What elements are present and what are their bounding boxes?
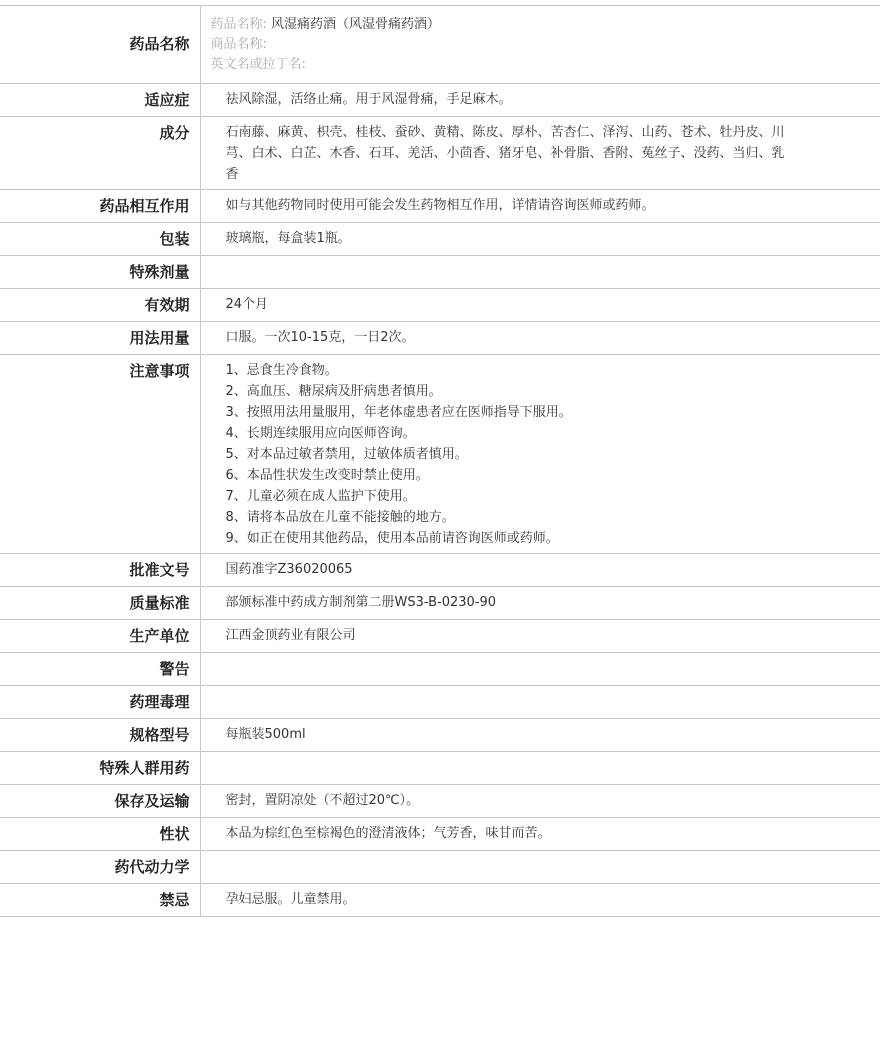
drug-spec-table: [0, 5, 880, 917]
row-pharmacology: [0, 686, 880, 719]
generic-name-key: 药品名称:: [210, 17, 267, 32]
generic-name-value: 风湿痛药酒（风湿骨痛药酒）: [271, 17, 441, 32]
row-precautions: [0, 355, 880, 554]
specification-label: 规格型号: [0, 719, 200, 752]
row-interactions: [0, 190, 880, 223]
row-packaging: [0, 223, 880, 256]
warning-label: 警告: [0, 653, 200, 686]
packaging-value: 玻璃瓶，每盒装1瓶。: [200, 223, 880, 256]
indications-label: 适应症: [0, 84, 200, 117]
row-pharmacokinetics: [0, 851, 880, 884]
appearance-label: 性状: [0, 818, 200, 851]
row-indications: [0, 84, 880, 117]
generic-name-line: [211, 15, 791, 35]
warning-value: [200, 653, 880, 686]
pharmacokinetics-label: 药代动力学: [0, 851, 200, 884]
dosage-label: 用法用量: [0, 322, 200, 355]
row-ingredients: [0, 117, 880, 190]
drug-name-values: [200, 6, 880, 84]
row-special-dosage: [0, 256, 880, 289]
precautions-label: 注意事项: [0, 355, 200, 554]
row-quality-standard: [0, 587, 880, 620]
precaution-item: 1、忌食生冷食物。: [225, 363, 338, 378]
ingredients-label: 成分: [0, 117, 200, 190]
row-drug-name: [0, 6, 880, 84]
row-storage: [0, 785, 880, 818]
approval-number-label: 批准文号: [0, 554, 200, 587]
row-warning: [0, 653, 880, 686]
trade-name-key: 商品名称:: [210, 37, 267, 52]
precaution-item: 6、本品性状发生改变时禁止使用。: [225, 468, 429, 483]
storage-label: 保存及运输: [0, 785, 200, 818]
validity-label: 有效期: [0, 289, 200, 322]
special-population-value: [200, 752, 880, 785]
special-population-label: 特殊人群用药: [0, 752, 200, 785]
precaution-item: 4、长期连续服用应向医师咨询。: [225, 426, 416, 441]
precaution-item: 5、对本品过敏者禁用，过敏体质者慎用。: [225, 447, 468, 462]
indications-value: 祛风除湿，活络止痛。用于风湿骨痛，手足麻木。: [200, 84, 880, 117]
row-special-population: [0, 752, 880, 785]
drug-name-label: 药品名称: [0, 6, 200, 84]
approval-number-value: 国药准字Z36020065: [200, 554, 880, 587]
row-specification: [0, 719, 880, 752]
manufacturer-label: 生产单位: [0, 620, 200, 653]
precautions-value: [200, 355, 880, 554]
appearance-value: 本品为棕红色至棕褐色的澄清液体；气芳香，味甘而苦。: [200, 818, 880, 851]
special-dosage-value: [200, 256, 880, 289]
quality-standard-value: 部颁标准中药成方制剂第二册WS3-B-0230-90: [200, 587, 880, 620]
precaution-item: 2、高血压、糖尿病及肝病患者慎用。: [225, 384, 442, 399]
manufacturer-value: 江西金顶药业有限公司: [200, 620, 880, 653]
english-name-line: [211, 55, 791, 75]
contraindications-label: 禁忌: [0, 884, 200, 917]
ingredients-value: 石南藤、麻黄、枳壳、桂枝、蚕砂、黄精、陈皮、厚朴、苦杏仁、泽泻、山药、苍术、牡丹皮、川芎、白术、白芷、木香、石耳、羌活、小茴香、猪牙皂、补骨脂、香附、菟丝子、没药、当归、乳香: [200, 117, 880, 190]
pharmacology-label: 药理毒理: [0, 686, 200, 719]
validity-value: 24个月: [200, 289, 880, 322]
precautions-list: [226, 360, 791, 549]
row-contraindications: [0, 884, 880, 917]
row-validity: [0, 289, 880, 322]
contraindications-value: 孕妇忌服。儿童禁用。: [200, 884, 880, 917]
trade-name-line: [211, 35, 791, 55]
row-manufacturer: [0, 620, 880, 653]
interactions-value: 如与其他药物同时使用可能会发生药物相互作用，详情请咨询医师或药师。: [200, 190, 880, 223]
pharmacokinetics-value: [200, 851, 880, 884]
row-approval-number: [0, 554, 880, 587]
precaution-item: 7、儿童必须在成人监护下使用。: [225, 489, 416, 504]
dosage-value: 口服。一次10-15克，一日2次。: [200, 322, 880, 355]
interactions-label: 药品相互作用: [0, 190, 200, 223]
storage-value: 密封，置阴凉处（不超过20℃）。: [200, 785, 880, 818]
pharmacology-value: [200, 686, 880, 719]
special-dosage-label: 特殊剂量: [0, 256, 200, 289]
quality-standard-label: 质量标准: [0, 587, 200, 620]
english-name-key: 英文名或拉丁名:: [210, 57, 306, 72]
row-appearance: [0, 818, 880, 851]
precaution-item: 9、如正在使用其他药品，使用本品前请咨询医师或药师。: [225, 531, 559, 546]
precaution-item: 8、请将本品放在儿童不能接触的地方。: [225, 510, 455, 525]
precaution-item: 3、按照用法用量服用，年老体虚患者应在医师指导下服用。: [225, 405, 572, 420]
row-dosage: [0, 322, 880, 355]
specification-value: 每瓶装500ml: [200, 719, 880, 752]
packaging-label: 包装: [0, 223, 200, 256]
